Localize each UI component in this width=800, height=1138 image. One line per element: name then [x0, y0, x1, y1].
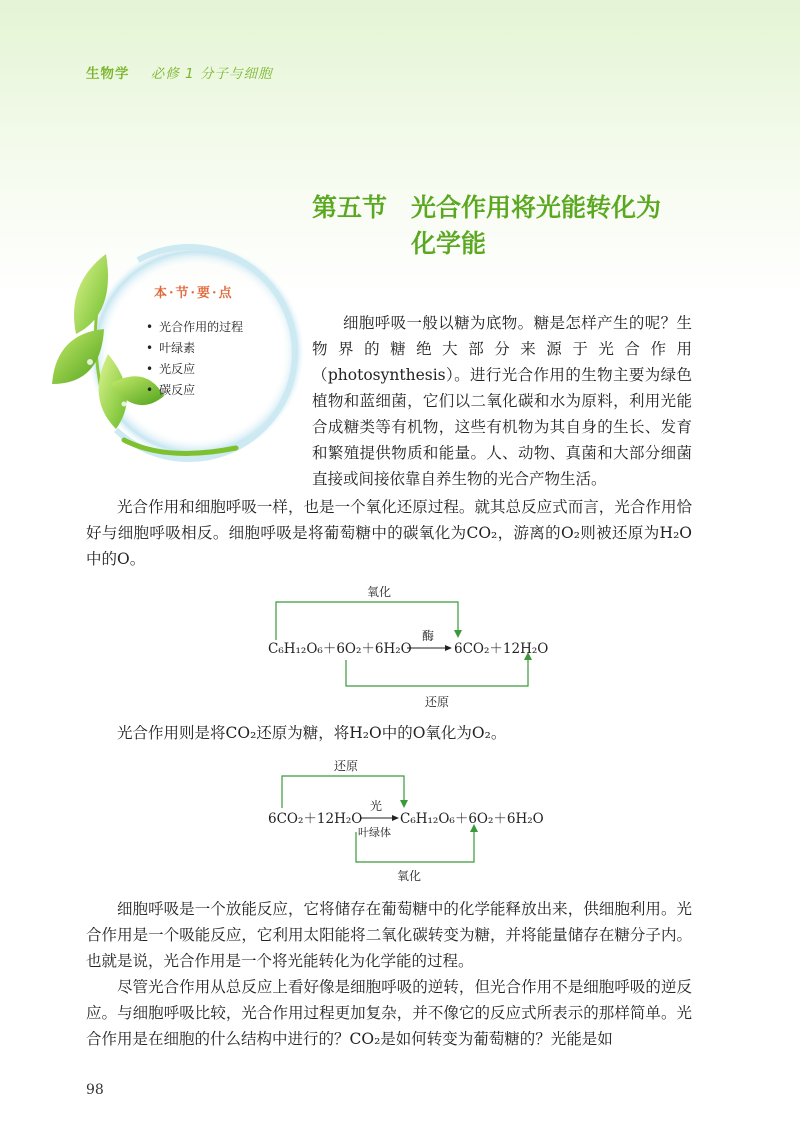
keypoints-box	[46, 234, 306, 464]
page-number: 98	[86, 1082, 104, 1098]
section-title	[312, 190, 661, 262]
keypoint-item: • 叶绿素	[146, 338, 243, 359]
oxidation-label: 氧化	[397, 869, 422, 883]
light-condition-label: 光	[370, 799, 383, 813]
paragraph-redox: 光合作用和细胞呼吸一样，也是一个氧化还原过程。就其总反应式而言，光合作用恰好与细胞呼吸相反。细胞呼吸是将葡萄糖中的碳氧化为CO₂，游离的O₂则被还原为H₂O中的O。	[86, 498, 692, 568]
page-header	[86, 62, 272, 82]
catalyst-label: 酶	[422, 629, 435, 643]
keypoint-item: • 碳反应	[146, 380, 243, 401]
equation-reactants: 6CO₂＋12H₂O	[268, 811, 363, 827]
chloroplast-condition-label: 叶绿体	[358, 826, 391, 839]
paragraph-not-reverse: 尽管光合作用从总反应上看好像是细胞呼吸的逆转，但光合作用不是细胞呼吸的逆反应。与细胞呼吸比较，光合作用过程更加复杂，并不像它的反应式所表示的那样简单。光合作用是在细胞的什么结构中进行的？CO₂是如何转变为葡萄糖的？光能是如	[86, 978, 692, 1048]
keypoints-list	[146, 317, 243, 401]
section-title-line1: 光合作用将光能转化为	[411, 193, 662, 222]
subject-label: 生物学	[86, 66, 130, 82]
equation-reactants: C₆H₁₂O₆＋6O₂＋6H₂O	[268, 641, 412, 657]
reduction-label: 还原	[425, 695, 450, 709]
reduction-label: 还原	[334, 759, 359, 773]
keypoint-item: • 光合作用的过程	[146, 317, 243, 338]
paragraph-photosynthesis-redox: 光合作用则是将CO₂还原为糖，将H₂O中的O氧化为O₂。	[117, 724, 507, 742]
section-title-line2: 化学能	[411, 229, 487, 258]
keypoints-title: 本·节·要·点	[154, 286, 234, 301]
oxidation-label: 氧化	[367, 585, 392, 599]
respiration-equation-diagram	[262, 582, 562, 718]
paragraph-energy: 细胞呼吸是一个放能反应，它将储存在葡萄糖中的化学能释放出来，供细胞利用。光合作用是一个吸能反应，它利用太阳能将二氧化碳转变为糖，并将能量储存在糖分子内。也就是说，光合作用是一个将光能转化为化学能的过程。	[86, 900, 692, 970]
section-number: 第五节	[312, 193, 388, 222]
keypoint-item: • 光反应	[146, 359, 243, 380]
photosynthesis-equation-diagram	[262, 756, 562, 892]
paragraph-intro: 细胞呼吸一般以糖为底物。糖是怎样产生的呢？生物界的糖绝大部分来源于光合作用（photosynthesis）。进行光合作用的生物主要为绿色植物和蓝细菌，它们以二氧化碳和水为原料，利用光能合成糖类等有机物，这些有机物为其自身的生长、发育和繁殖提供物质和能量。人、动物、真菌和大部分细菌直接或间接依靠自养生物的光合产物生活。	[312, 314, 692, 488]
equation-products: C₆H₁₂O₆＋6O₂＋6H₂O	[400, 811, 544, 827]
module-label: 必修 1 分子与细胞	[150, 66, 273, 82]
equation-products: 6CO₂＋12H₂O	[454, 641, 549, 657]
